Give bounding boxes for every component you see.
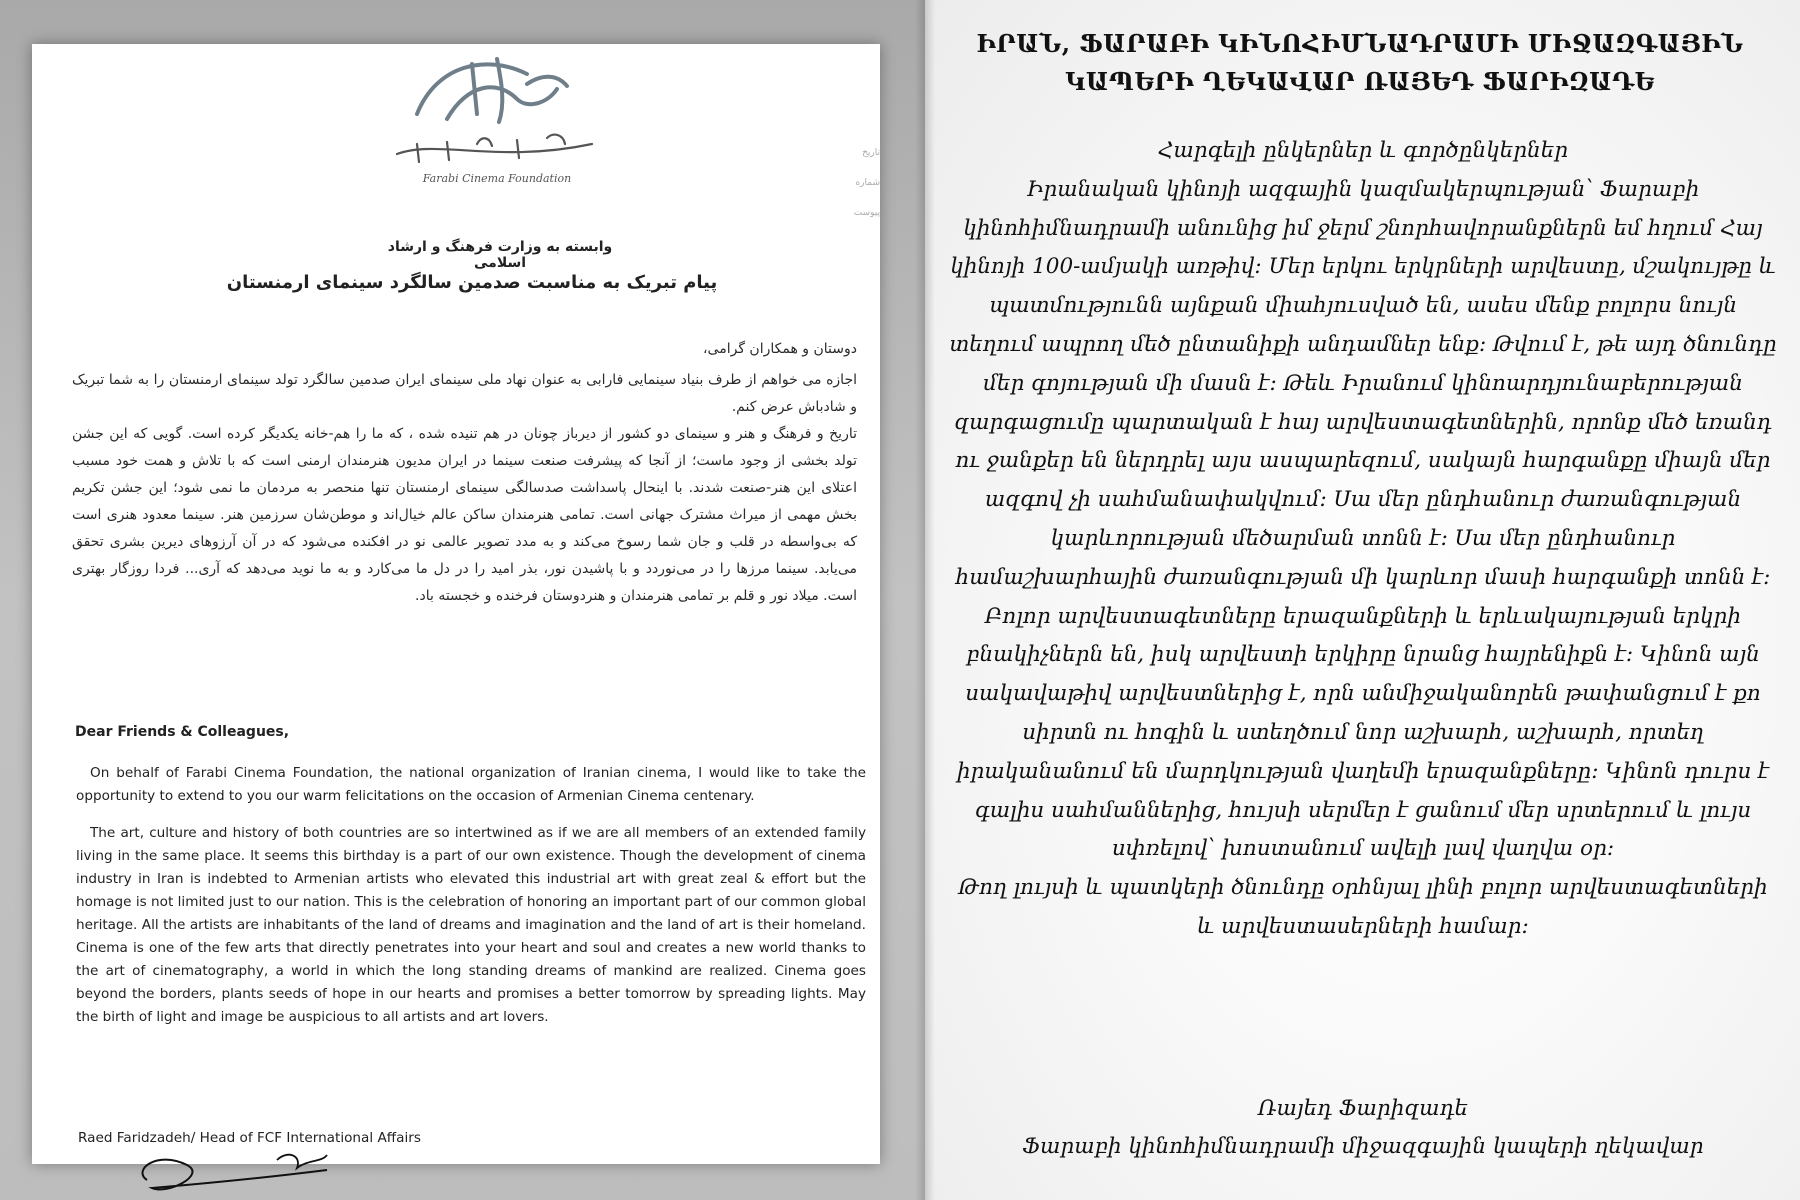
armenian-sign-name: Ռայեդ Ֆարիզադե [1257,1096,1469,1121]
armenian-paragraph-1: Իրանական կինոյի ազգային կազմակերպության՝ Ֆարաբի կինոհիմնադրամի անունից իմ ջերմ շնորհավորանքներն եմ հղում Հայ կինոյի 100-ամյակի առթիվ: Մեր երկու երկրների արվեստը, մշակույթը և պատմությունն այնքան միահյուսված են, ասես մենք բոլորս նույն տեղում ապրող մեծ ընտանիքի անդամներ ենք: Թվում է, թե այդ ծնունդը մեր գոյության մի մասն է: Թեև Իրանում կինոարդյունաբերության զարգացումը պարտական է հայ արվեստագետներին, որոնք մեծ եռանդ ու ջանքեր են ներդրել այս ասպարեզում, սակայն հարգանքը միայն մեր ազգով չի սահմանափակվում: Սա մեր ընդհանուր ժառանգության կարևորության մեծարման տոնն է: Սա մեր ընդհանուր համաշխարհային ժառանգության մի կարևոր մասի հարգանքի տոնն է: Բոլոր արվեստագետները երազանքների և երևակայության երկրի բնակիչներն են, իսկ արվեստի երկիրը նրանց հայրենիքն է: Կինոն այն սակավաթիվ արվեստներից է, որն անմիջականորեն թափանցում է քո սիրտն ու հոգին և ստեղծում նոր աշխարհ, աշխարհ, որտեղ իրականանում են մարդկության վաղեմի երազանքները: Կինոն դուրս է գալիս սահմաններից, հույսի սերմեր է ցանում մեր սրտերում և լույս սփռելով՝ խոստանում ավելի լավ վաղվա օր: [949,176,1777,862]
logo-english-name: Farabi Cinema Foundation [422,172,572,185]
persian-salutation: دوستان و همکاران گرامی، [703,341,857,357]
panel-divider [915,0,935,1200]
handwritten-signature-icon [127,1140,367,1200]
english-paragraph-2: The art, culture and history of both countries are so intertwined as if we are all members of an extended family living in the same place. It seems this birthday is a part of our own existence. Though the development of cinema industry in Iran is indebted to Armenian artists who elevated this industrial art with great zeal & effort but the homage is not limited just to our nation. This is the celebration of honoring an important part of our common global heritage. All the artists are inhabitants of the land of dreams and imagination and the land of art is their homeland. Cinema is one of the few arts that directly penetrates into your heart and soul and creates a new world thanks to the art of cinematography, a world in which the long standing dreams of mankind are realized. Cinema goes beyond the borders, plants seeds of hope in our hearts and promises a better tomorrow by spreading lights. May the birth of light and image be auspicious to all artists and art lovers. [76,825,866,1025]
armenian-title: ԻՐԱՆ, ՖԱՐԱԲԻ ԿԻՆՈՀԻՄՆԱԴՐԱՄԻ ՄԻՋԱԶԳԱՅԻՆ ԿԱՊԵՐԻ ՂԵԿԱՎԱՐ ՌԱՅԵԴ ՖԱՐԻԶԱԴԵ [976,29,1744,96]
persian-title: پیام تبریک به مناسبت صدمین سالگرد سینمای ارمنستان [226,272,718,293]
armenian-body [948,132,1778,947]
persian-paragraph-1: اجازه می خواهم از طرف بنیاد سینمایی فارابی به عنوان نهاد ملی سینمای ایران صدمین سالگرد تولد سینمای ارمنستان را به شما تبریک و شادباش عرض کنم. [72,372,857,415]
farabi-logo [377,44,617,224]
persian-paragraph-2: تاریخ و فرهنگ و هنر و سینمای دو کشور از دیرباز چونان در هم تنیده شده ، که ما را هم-خانه یکدیگر کرده است. گویی که این جشن تولد بخشی از وجود ماست؛ از آنجا که پیشرفت صنعت سینما در ایران مدیون هنرمندان ارمنی است که با تلاش و همت خود مسبب اعتلای این هنر-صنعت شدند. با اینحال پاسداشت صدسالگی سینمای ارمنستان تنها منحصر به مردمان ما نمی شود؛ این جشن تکریم بخش مهمی از میراث مشترک جهانی است. تمامی هنرمندان ساکن عالم خیال‌اند و موطن‌شان سرزمین هنر. سینما معدود هنری است که بی‌واسطه در قلب و جان شما رسوخ می‌کند و به مدد تصویر عالمی نو در افکنده می‌شود که در آن آرزوهای دیرین بشری تحقق می‌یابد. سینما مرزها را در می‌نوردد و با پاشیدن نور، بذر امید را در دل ما می‌کارد و به ما نوید می‌دهد که آری... فردا روزگار بهتری است. میلاد نور و قلم بر تمامی هنرمندان و هنردوستان فرخنده و خجسته باد. [72,426,857,604]
letter-margin-labels [842,138,880,228]
attachment-label: پیوست [853,208,880,218]
armenian-signature [948,1090,1778,1166]
persian-body [72,336,857,610]
english-paragraph-1: On behalf of Farabi Cinema Foundation, the national organization of Iranian cinema, I would like to take the opportunity to extend to you our warm felicitations on the occasion of Armenian Cinema centenary. [76,765,866,804]
ministry-affiliation: وابسته به وزارت فرهنگ و ارشاد اسلامی [387,239,613,271]
date-label: تاریخ [862,148,880,158]
english-signature-line: Raed Faridzadeh/ Head of FCF International Affairs [78,1130,421,1146]
number-label: شماره [855,178,880,188]
english-greeting: Dear Friends & Colleagues, [75,724,290,740]
armenian-greeting: Հարգելի ընկերներ և գործընկերներ [1157,138,1569,163]
armenian-sign-title: Ֆարաբի կինոհիմնադրամի միջազգային կապերի ղեկավար [1022,1134,1704,1159]
farabi-calligraphy-icon [377,44,617,174]
armenian-paragraph-2: Թող լույսի և պատկերի ծնունդը օրհնյալ լինի բոլոր արվեստագետների և արվեստասերների համար: [958,875,1768,939]
english-body [76,762,866,1043]
scanned-letter [32,44,880,1164]
